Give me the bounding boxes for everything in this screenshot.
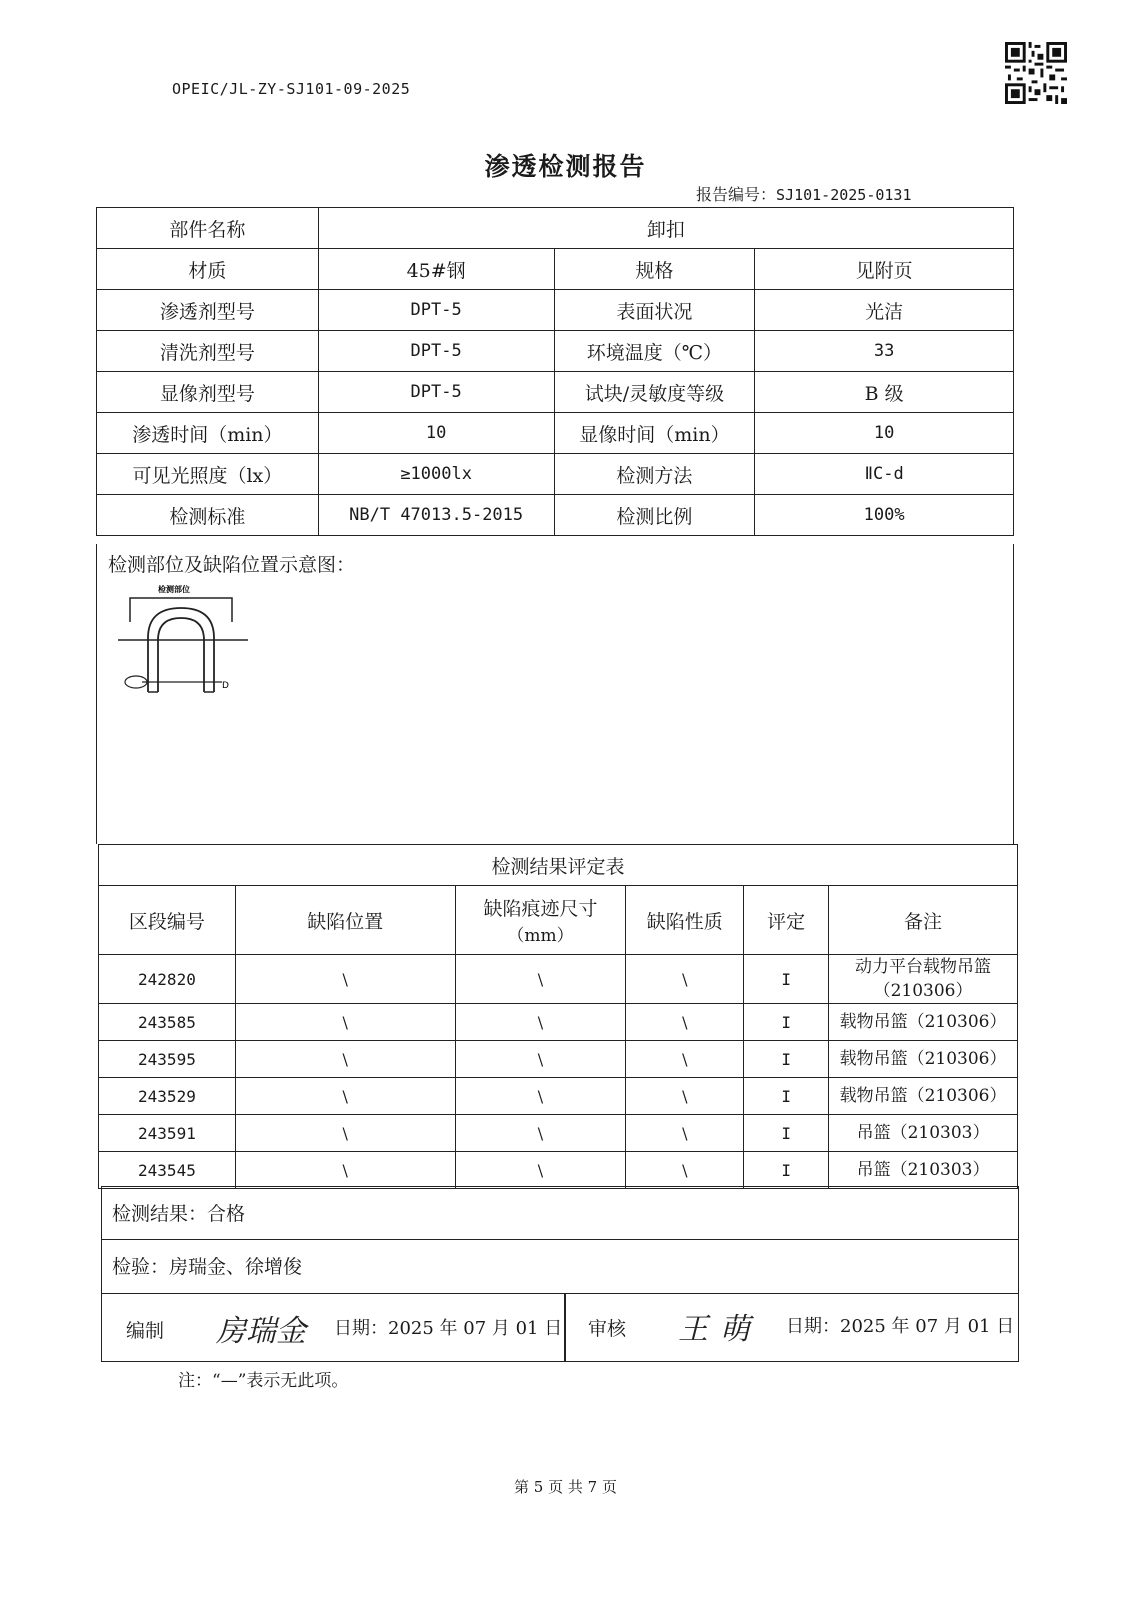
table-row bbox=[99, 1041, 1018, 1078]
column-header: 备注 bbox=[829, 886, 1018, 955]
segment-id: 243529 bbox=[99, 1078, 236, 1115]
field-label: 可见光照度（lx） bbox=[97, 454, 319, 495]
defect-position: \ bbox=[235, 1152, 455, 1189]
table-row bbox=[99, 1152, 1018, 1189]
field-value: 光洁 bbox=[755, 290, 1014, 331]
report-title: 渗透检测报告 bbox=[484, 152, 647, 181]
field-value: 45#钢 bbox=[318, 249, 554, 290]
column-header: 缺陷性质 bbox=[626, 886, 744, 955]
table-header-row bbox=[99, 886, 1018, 955]
table-row bbox=[99, 1004, 1018, 1041]
diagram-caption: 检测部位 bbox=[158, 585, 190, 594]
column-header: 缺陷位置 bbox=[235, 886, 455, 955]
segment-id: 242820 bbox=[99, 955, 236, 1004]
results-title: 检测结果评定表 bbox=[99, 845, 1018, 886]
field-label: 检测标准 bbox=[97, 495, 319, 536]
column-header: 评定 bbox=[744, 886, 829, 955]
qr-code-icon bbox=[1005, 42, 1067, 104]
field-value: 10 bbox=[755, 413, 1014, 454]
grade: I bbox=[744, 1004, 829, 1041]
remark: 吊篮（210303） bbox=[829, 1152, 1018, 1189]
field-label: 环境温度（℃） bbox=[554, 331, 755, 372]
report-number: 报告编号：SJ101-2025-0131 bbox=[696, 185, 912, 204]
table-row bbox=[97, 208, 1014, 249]
field-value: NB/T 47013.5-2015 bbox=[318, 495, 554, 536]
field-label: 渗透剂型号 bbox=[97, 290, 319, 331]
defect-size: \ bbox=[455, 1152, 626, 1189]
remark: 载物吊篮（210306） bbox=[829, 1004, 1018, 1041]
field-value: DPT-5 bbox=[318, 331, 554, 372]
column-header: 区段编号 bbox=[99, 886, 236, 955]
remark: 载物吊篮（210306） bbox=[829, 1078, 1018, 1115]
defect-position: \ bbox=[235, 1115, 455, 1152]
compile-signature: 房瑞金 bbox=[216, 1314, 306, 1349]
field-value: 100% bbox=[755, 495, 1014, 536]
defect-nature: \ bbox=[626, 955, 744, 1004]
page-number: 第 5 页 共 7 页 bbox=[514, 1478, 617, 1496]
signature-row bbox=[101, 1294, 1019, 1362]
field-label: 规格 bbox=[554, 249, 755, 290]
grade: I bbox=[744, 955, 829, 1004]
defect-position: \ bbox=[235, 1004, 455, 1041]
table-row bbox=[99, 1078, 1018, 1115]
segment-id: 243591 bbox=[99, 1115, 236, 1152]
grade: I bbox=[744, 1115, 829, 1152]
field-value: DPT-5 bbox=[318, 372, 554, 413]
field-value: 卸扣 bbox=[318, 208, 1013, 249]
review-label: 审核 bbox=[588, 1318, 627, 1340]
table-row bbox=[99, 1115, 1018, 1152]
table-row bbox=[99, 955, 1018, 1004]
sketch-label: 检测部位及缺陷位置示意图： bbox=[108, 554, 356, 576]
compile-label: 编制 bbox=[126, 1320, 165, 1342]
field-value: 33 bbox=[755, 331, 1014, 372]
grade: I bbox=[744, 1078, 829, 1115]
info-table bbox=[96, 207, 1014, 536]
field-label: 试块/灵敏度等级 bbox=[554, 372, 755, 413]
compile-date: 日期：2025 年 07 月 01 日 bbox=[334, 1318, 563, 1339]
remark: 动力平台载物吊篮 （210306） bbox=[829, 955, 1018, 1004]
shackle-diagram bbox=[118, 582, 248, 706]
conclusion-text: 检测结果：合格 bbox=[112, 1203, 246, 1225]
conclusion-row bbox=[101, 1186, 1019, 1240]
defect-position: \ bbox=[235, 1041, 455, 1078]
field-label: 部件名称 bbox=[97, 208, 319, 249]
defect-position: \ bbox=[235, 1078, 455, 1115]
defect-nature: \ bbox=[626, 1152, 744, 1189]
document-code: OPEIC/JL-ZY-SJ101-09-2025 bbox=[172, 80, 411, 98]
defect-nature: \ bbox=[626, 1004, 744, 1041]
table-row bbox=[97, 413, 1014, 454]
field-label: 材质 bbox=[97, 249, 319, 290]
field-value: ≥1000lx bbox=[318, 454, 554, 495]
defect-nature: \ bbox=[626, 1041, 744, 1078]
field-value: ⅡC-d bbox=[755, 454, 1014, 495]
remark: 载物吊篮（210306） bbox=[829, 1041, 1018, 1078]
field-value: B 级 bbox=[755, 372, 1014, 413]
defect-nature: \ bbox=[626, 1115, 744, 1152]
segment-id: 243545 bbox=[99, 1152, 236, 1189]
field-label: 清洗剂型号 bbox=[97, 331, 319, 372]
table-row bbox=[97, 331, 1014, 372]
inspectors-text: 检验：房瑞金、徐增俊 bbox=[112, 1256, 303, 1278]
field-label: 表面状况 bbox=[554, 290, 755, 331]
table-title-row bbox=[99, 845, 1018, 886]
field-label: 显像时间（min） bbox=[554, 413, 755, 454]
table-row bbox=[97, 454, 1014, 495]
table-row bbox=[97, 495, 1014, 536]
review-date: 日期：2025 年 07 月 01 日 bbox=[786, 1316, 1015, 1337]
field-value: 见附页 bbox=[755, 249, 1014, 290]
segment-id: 243595 bbox=[99, 1041, 236, 1078]
field-label: 检测比例 bbox=[554, 495, 755, 536]
table-row bbox=[97, 372, 1014, 413]
grade: I bbox=[744, 1041, 829, 1078]
column-header: 缺陷痕迹尺寸 （mm） bbox=[455, 886, 626, 955]
table-row bbox=[97, 249, 1014, 290]
inspectors-row bbox=[101, 1240, 1019, 1294]
field-value: DPT-5 bbox=[318, 290, 554, 331]
grade: I bbox=[744, 1152, 829, 1189]
field-value: 10 bbox=[318, 413, 554, 454]
defect-size: \ bbox=[455, 1004, 626, 1041]
remark: 吊篮（210303） bbox=[829, 1115, 1018, 1152]
defect-size: \ bbox=[455, 1115, 626, 1152]
defect-position: \ bbox=[235, 955, 455, 1004]
defect-size: \ bbox=[455, 955, 626, 1004]
field-label: 显像剂型号 bbox=[97, 372, 319, 413]
field-label: 渗透时间（min） bbox=[97, 413, 319, 454]
defect-nature: \ bbox=[626, 1078, 744, 1115]
review-signature: 王萌 bbox=[678, 1312, 762, 1347]
defect-size: \ bbox=[455, 1078, 626, 1115]
table-row bbox=[97, 290, 1014, 331]
results-table bbox=[98, 844, 1018, 1189]
footnote: 注：“—”表示无此项。 bbox=[178, 1371, 349, 1391]
field-label: 检测方法 bbox=[554, 454, 755, 495]
diagram-mark: D bbox=[222, 681, 229, 691]
defect-size: \ bbox=[455, 1041, 626, 1078]
segment-id: 243585 bbox=[99, 1004, 236, 1041]
